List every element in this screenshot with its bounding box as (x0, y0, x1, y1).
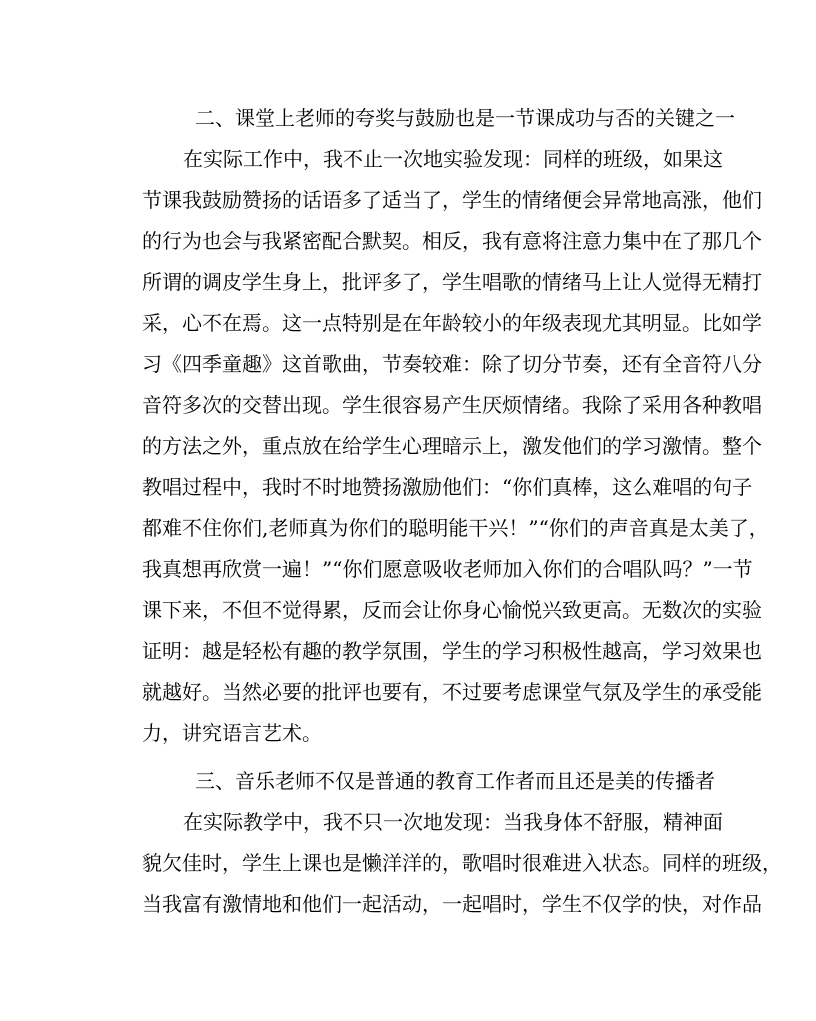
paragraph-line: 在实际教学中，我不只一次地发现：当我身体不舒服，精神面 (183, 810, 723, 834)
section-3-heading: 三、音乐老师不仅是普通的教育工作者而且还是美的传播者 (195, 769, 715, 793)
paragraph-line: 我真想再欣赏一遍！”“你们愿意吸收老师加入你们的合唱队吗？”一节 (142, 557, 753, 581)
paragraph-line: 采，心不在焉。这一点特别是在年龄较小的年级表现尤其明显。比如学 (142, 311, 762, 335)
paragraph-line: 的方法之外，重点放在给学生心理暗示上，激发他们的学习激情。整个 (142, 434, 762, 458)
paragraph-line: 当我富有激情地和他们一起活动，一起唱时，学生不仅学的快，对作品 (142, 892, 762, 916)
paragraph-line: 证明：越是轻松有趣的教学氛围，学生的学习积极性越高，学习效果也 (142, 639, 762, 663)
paragraph-line: 力，讲究语言艺术。 (142, 721, 322, 745)
paragraph-line: 所谓的调皮学生身上，批评多了，学生唱歌的情绪马上让人觉得无精打 (142, 270, 762, 294)
paragraph-line: 貌欠佳时，学生上课也是懒洋洋的，歌唱时很难进入状态。同样的班级， (142, 851, 782, 875)
paragraph-line: 的行为也会与我紧密配合默契。相反，我有意将注意力集中在了那几个 (142, 229, 762, 253)
section-2-heading: 二、课堂上老师的夸奖与鼓励也是一节课成功与否的关键之一 (195, 106, 735, 130)
paragraph-line: 音符多次的交替出现。学生很容易产生厌烦情绪。我除了采用各种教唱 (142, 393, 762, 417)
paragraph-line: 在实际工作中，我不止一次地实验发现：同样的班级，如果这 (183, 147, 723, 171)
paragraph-line: 就越好。当然必要的批评也要有，不过要考虑课堂气氛及学生的承受能 (142, 680, 762, 704)
paragraph-line: 教唱过程中，我时不时地赞扬激励他们：“你们真棒，这么难唱的句子 (142, 475, 753, 499)
paragraph-line: 课下来，不但不觉得累，反而会让你身心愉悦兴致更高。无数次的实验 (142, 598, 762, 622)
paragraph-line: 节课我鼓励赞扬的话语多了适当了，学生的情绪便会异常地高涨，他们 (142, 188, 762, 212)
paragraph-line: 都难不住你们,老师真为你们的聪明能干兴！”“你们的声音真是太美了， (142, 516, 769, 540)
paragraph-line: 习《四季童趣》这首歌曲，节奏较难：除了切分节奏，还有全音符八分 (142, 352, 762, 376)
